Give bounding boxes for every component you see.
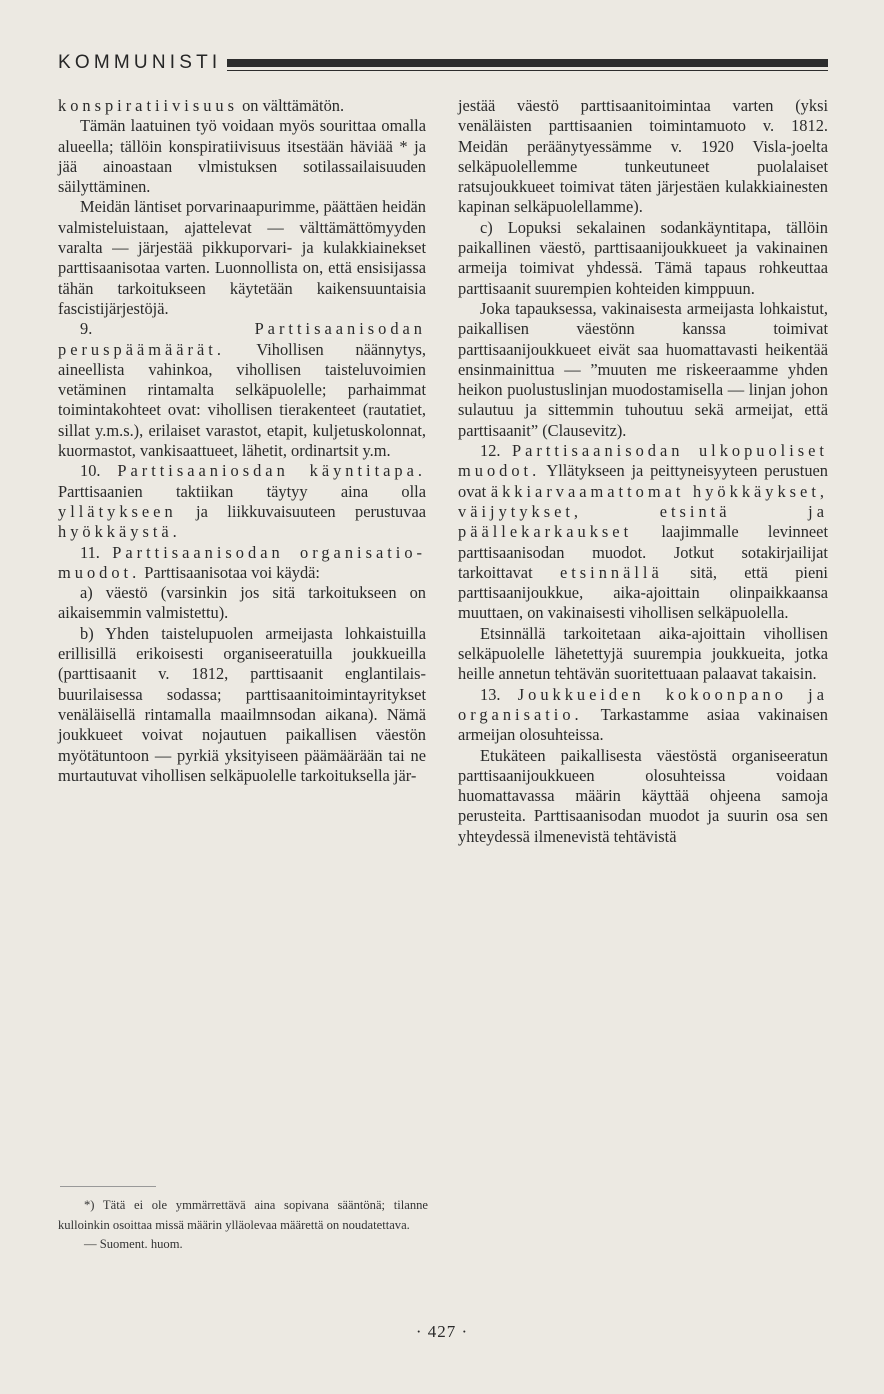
- section-9: 9. Parttisaanisodan peruspäämäärät. Vihollisen näännytys, aineellista vahinkoa, vihollisen taisteluvoimien vetäminen rintamalta selkäpuolelle; parhaimmat toimintakohteet ovat: vihollisen tierakenteet (rautatiet, sillat y.m.s.), erilaiset varastot, etapit, kuljetuskolonnat, kuormastot, vankisaattueet, lähetit, ordinartsit y.m.: [58, 319, 426, 461]
- section-10: 10. Parttisaaniosdan käyntitapa. Parttisaanien taktiikan täytyy aina olla yllätykseen ja liikkuvaisuuteen perustuvaa hyökkäystä.: [58, 461, 426, 542]
- paragraph: Etukäteen paikallisesta väestöstä organiseeratun parttisaanijoukkueen olosuhteissa voidaan huomattavassa määrin käyttää ohjeena samoja perusteita. Parttisaanisodan muodot ja suurin osa sen yhteydessä ilmenevistä tehtävistä: [458, 745, 828, 846]
- list-item: b) Yhden taistelupuolen armeijasta lohkaistuilla erillisillä erikoisesti organiseeratuilla joukkueilla (parttisaanit v. 1812, parttisaanit englantilais-buurilaisessa sodassa; parttisaanitoimintayritykset venäläisellä rintamalla maailmnsodan aikana). Nämä joukkueet voivat nojautuen paikallisen väestön myötätuntoon — pyrkiä yksityiseen päämäärään tai ne murtautuvat vihollisen selkäpuolelle tarkoituksella jär-: [58, 623, 426, 785]
- header-rule: [227, 59, 828, 72]
- paragraph: konspiratiivisuus on välttämätön.: [58, 96, 345, 115]
- right-column: [458, 96, 828, 847]
- footnote: *) Tätä ei ole ymmärrettävä aina sopivana sääntönä; tilanne kulloinkin osoittaa missä määrin ylläolevaa määrettä on noudatettava. — Suoment. huom.: [58, 1198, 428, 1251]
- section-title: Parttisaanisodan organisatio-muodot.: [58, 542, 426, 582]
- paragraph: Meidän läntiset porvarinaapurimme, päättäen heidän valmisteluistaan, ajattelevat — välttämättömyyden varalta — järjestää pikkuporvari- ja kulakkiainekset parttisaanisotaa varten. Luonnollista on, että ensisijassa tähän tarkoitukseen käytetään kaikensuuntaisia fascistijärjestöjä.: [58, 197, 426, 318]
- page-header: [58, 44, 828, 72]
- footnote-divider: [60, 1186, 156, 1187]
- list-item: a) väestö (varsinkin jos sitä tarkoitukseen on aikaisemmin valmistettu).: [58, 583, 426, 623]
- section-title: Parttisaanisodan peruspäämäärät.: [58, 319, 426, 359]
- paragraph: Joka tapauksessa, vakinaisesta armeijasta lohkaistut, paikallisen väestönn kanssa toimivat parttisaanijoukkueet eivät saa huomattavasti heikentää ensinmainittua — ”muuten me riskeeraamme yhden heikon puolustuslinjan muodostamisella — linjan johon sulautuu ja sittemmin tuhoutuu sekä armeijat, että parttisaanit” (Clausevitz).: [458, 298, 828, 440]
- paragraph: Tämän laatuinen työ voidaan myös sourittaa omalla alueella; tällöin konspiratiivisuus itsestään häviää * ja jää ainoastaan vlmistuksen sotilassailaisuuden säilyttäminen.: [58, 116, 426, 197]
- section-11: 11. Parttisaanisodan organisatio-muodot. Parttisaanisotaa voi käydä:: [58, 542, 426, 582]
- paragraph: Etsinnällä tarkoitetaan aika-ajoittain vihollisen selkäpuolelle lähetettyjä suurempia joukkueita, jotka heille annetun tehtävän suoritettuaan palaavat takaisin.: [458, 623, 828, 684]
- section-13: 13. Joukkueiden kokoonpano ja organisatio. Tarkastamme asiaa vakinaisen armeijan olosuhteissa.: [458, 684, 828, 745]
- section-title: Parttisaanisodan ulkopuoliset muodot.: [458, 441, 828, 481]
- page-number: · 427 ·: [415, 1322, 469, 1341]
- section-title: Parttisaaniosdan käyntitapa.: [117, 461, 426, 481]
- left-column: [58, 96, 426, 786]
- paragraph: jestää väestö parttisaanitoimintaa varten (yksi venäläisten parttisaanien toimintamuoto v. 1812. Meidän peräänytyessämme v. 1920 Visla-joelta selkäpuolellemme tunkeutuneet puolalaiset ratsujoukkueet toimivat täten järjestäen kulakkiainesten kapinan selkäpuolellamme).: [458, 96, 828, 217]
- journal-title: KOMMUNISTI: [58, 52, 222, 73]
- section-title: Joukkueiden kokoonpano ja organisatio.: [458, 684, 828, 724]
- list-item: c) Lopuksi sekalainen sodankäyntitapa, tällöin paikallinen väestö, parttisaanijoukkueet ja vakinainen armeija toimivat yhdessä. Tämä tapaus rohkeuttaa parttisaanit suurempien kohteiden kimppuun.: [458, 217, 828, 298]
- section-12: 12. Parttisaanisodan ulkopuoliset muodot. Yllätykseen ja peittyneisyyteen perustuen ovat äkkiarvaamattomat hyökkäykset, väijytykset, etsintä ja päällekarkaukset laajimmalle levinneet parttisaanisodan muodot. Jotkut sotakirjailijat tarkoittavat etsinnällä sitä, että pieni parttisaanijoukkue, aika-ajoittain olinpaikkaansa muuttaen, on vakinaisesti vihollisen selkäpuolella.: [458, 441, 828, 623]
